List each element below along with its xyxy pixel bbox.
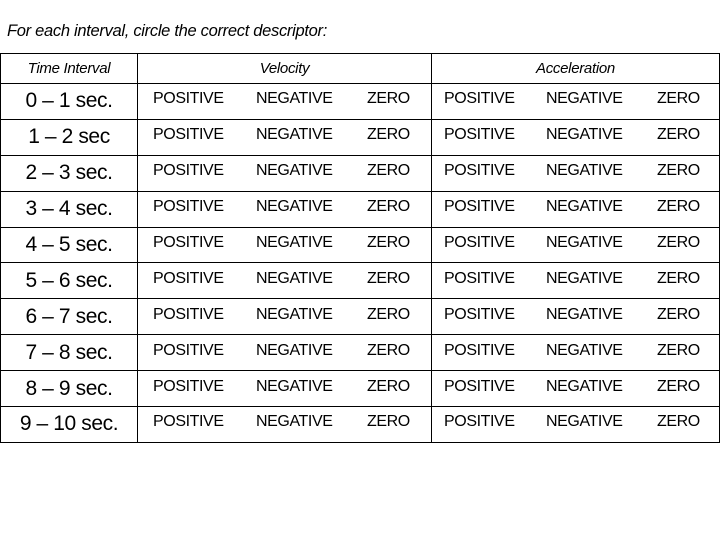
velocity-option-positive[interactable]: POSITIVE <box>153 377 224 395</box>
velocity-option-positive[interactable]: POSITIVE <box>153 198 224 216</box>
time-interval-cell: 0 – 1 sec. <box>1 84 138 120</box>
table-row <box>1 227 720 263</box>
velocity-option-zero[interactable]: ZERO <box>367 305 410 323</box>
acceleration-option-positive[interactable]: POSITIVE <box>444 305 515 323</box>
table-row <box>1 335 720 371</box>
velocity-option-positive[interactable]: POSITIVE <box>153 126 224 144</box>
header-acceleration: Acceleration <box>432 54 720 84</box>
velocity-option-positive[interactable]: POSITIVE <box>153 162 224 180</box>
acceleration-options-cell <box>432 335 720 371</box>
velocity-option-zero[interactable]: ZERO <box>367 377 410 395</box>
velocity-options-cell <box>138 371 432 407</box>
table-row <box>1 371 720 407</box>
acceleration-option-negative[interactable]: NEGATIVE <box>546 162 623 180</box>
table-row <box>1 299 720 335</box>
header-time-interval: Time Interval <box>1 54 138 84</box>
acceleration-options-cell <box>432 407 720 443</box>
acceleration-option-negative[interactable]: NEGATIVE <box>546 413 623 431</box>
time-interval-cell: 3 – 4 sec. <box>1 191 138 227</box>
velocity-option-zero[interactable]: ZERO <box>367 234 410 252</box>
velocity-options-cell <box>138 191 432 227</box>
time-interval-cell: 1 – 2 sec <box>1 119 138 155</box>
time-interval-cell: 8 – 9 sec. <box>1 371 138 407</box>
acceleration-option-zero[interactable]: ZERO <box>657 162 700 180</box>
velocity-option-negative[interactable]: NEGATIVE <box>256 90 333 108</box>
velocity-option-negative[interactable]: NEGATIVE <box>256 341 333 359</box>
velocity-option-positive[interactable]: POSITIVE <box>153 341 224 359</box>
acceleration-option-negative[interactable]: NEGATIVE <box>546 305 623 323</box>
acceleration-options-cell <box>432 191 720 227</box>
velocity-options-cell <box>138 335 432 371</box>
acceleration-option-positive[interactable]: POSITIVE <box>444 377 515 395</box>
time-interval-cell: 5 – 6 sec. <box>1 263 138 299</box>
acceleration-option-negative[interactable]: NEGATIVE <box>546 90 623 108</box>
table-row <box>1 119 720 155</box>
acceleration-options-cell <box>432 119 720 155</box>
acceleration-options-cell <box>432 263 720 299</box>
velocity-option-zero[interactable]: ZERO <box>367 126 410 144</box>
table-row <box>1 191 720 227</box>
acceleration-options-cell <box>432 371 720 407</box>
acceleration-option-zero[interactable]: ZERO <box>657 126 700 144</box>
velocity-option-positive[interactable]: POSITIVE <box>153 90 224 108</box>
acceleration-option-zero[interactable]: ZERO <box>657 90 700 108</box>
acceleration-option-zero[interactable]: ZERO <box>657 198 700 216</box>
table-row <box>1 155 720 191</box>
descriptor-table <box>0 53 720 443</box>
velocity-options-cell <box>138 263 432 299</box>
velocity-option-negative[interactable]: NEGATIVE <box>256 305 333 323</box>
velocity-option-positive[interactable]: POSITIVE <box>153 234 224 252</box>
acceleration-option-negative[interactable]: NEGATIVE <box>546 377 623 395</box>
instructions-text: For each interval, circle the correct descriptor: <box>7 22 328 40</box>
acceleration-options-cell <box>432 227 720 263</box>
acceleration-option-positive[interactable]: POSITIVE <box>444 126 515 144</box>
header-velocity: Velocity <box>138 54 432 84</box>
velocity-option-negative[interactable]: NEGATIVE <box>256 234 333 252</box>
acceleration-option-positive[interactable]: POSITIVE <box>444 90 515 108</box>
velocity-option-zero[interactable]: ZERO <box>367 270 410 288</box>
time-interval-cell: 2 – 3 sec. <box>1 155 138 191</box>
table-row <box>1 263 720 299</box>
velocity-option-negative[interactable]: NEGATIVE <box>256 162 333 180</box>
velocity-options-cell <box>138 84 432 120</box>
acceleration-option-zero[interactable]: ZERO <box>657 377 700 395</box>
acceleration-option-positive[interactable]: POSITIVE <box>444 198 515 216</box>
time-interval-cell: 7 – 8 sec. <box>1 335 138 371</box>
acceleration-options-cell <box>432 84 720 120</box>
velocity-option-negative[interactable]: NEGATIVE <box>256 270 333 288</box>
table-header-row <box>1 54 720 84</box>
velocity-option-positive[interactable]: POSITIVE <box>153 305 224 323</box>
acceleration-option-positive[interactable]: POSITIVE <box>444 162 515 180</box>
velocity-option-negative[interactable]: NEGATIVE <box>256 377 333 395</box>
table-row <box>1 407 720 443</box>
velocity-options-cell <box>138 155 432 191</box>
acceleration-option-negative[interactable]: NEGATIVE <box>546 198 623 216</box>
velocity-option-negative[interactable]: NEGATIVE <box>256 413 333 431</box>
acceleration-options-cell <box>432 155 720 191</box>
velocity-option-positive[interactable]: POSITIVE <box>153 413 224 431</box>
acceleration-option-negative[interactable]: NEGATIVE <box>546 234 623 252</box>
acceleration-option-positive[interactable]: POSITIVE <box>444 341 515 359</box>
table-body <box>1 84 720 443</box>
velocity-options-cell <box>138 299 432 335</box>
velocity-option-negative[interactable]: NEGATIVE <box>256 198 333 216</box>
acceleration-option-positive[interactable]: POSITIVE <box>444 234 515 252</box>
acceleration-option-zero[interactable]: ZERO <box>657 305 700 323</box>
velocity-option-positive[interactable]: POSITIVE <box>153 270 224 288</box>
acceleration-option-zero[interactable]: ZERO <box>657 341 700 359</box>
acceleration-option-zero[interactable]: ZERO <box>657 234 700 252</box>
acceleration-option-positive[interactable]: POSITIVE <box>444 270 515 288</box>
acceleration-option-negative[interactable]: NEGATIVE <box>546 270 623 288</box>
acceleration-option-positive[interactable]: POSITIVE <box>444 413 515 431</box>
velocity-options-cell <box>138 407 432 443</box>
velocity-option-zero[interactable]: ZERO <box>367 162 410 180</box>
acceleration-option-zero[interactable]: ZERO <box>657 413 700 431</box>
time-interval-cell: 4 – 5 sec. <box>1 227 138 263</box>
time-interval-cell: 6 – 7 sec. <box>1 299 138 335</box>
velocity-options-cell <box>138 227 432 263</box>
acceleration-option-negative[interactable]: NEGATIVE <box>546 126 623 144</box>
time-interval-cell: 9 – 10 sec. <box>1 407 138 443</box>
acceleration-options-cell <box>432 299 720 335</box>
velocity-option-negative[interactable]: NEGATIVE <box>256 126 333 144</box>
velocity-option-zero[interactable]: ZERO <box>367 341 410 359</box>
velocity-option-zero[interactable]: ZERO <box>367 90 410 108</box>
acceleration-option-zero[interactable]: ZERO <box>657 270 700 288</box>
velocity-option-zero[interactable]: ZERO <box>367 413 410 431</box>
acceleration-option-negative[interactable]: NEGATIVE <box>546 341 623 359</box>
table-row <box>1 84 720 120</box>
velocity-options-cell <box>138 119 432 155</box>
velocity-option-zero[interactable]: ZERO <box>367 198 410 216</box>
